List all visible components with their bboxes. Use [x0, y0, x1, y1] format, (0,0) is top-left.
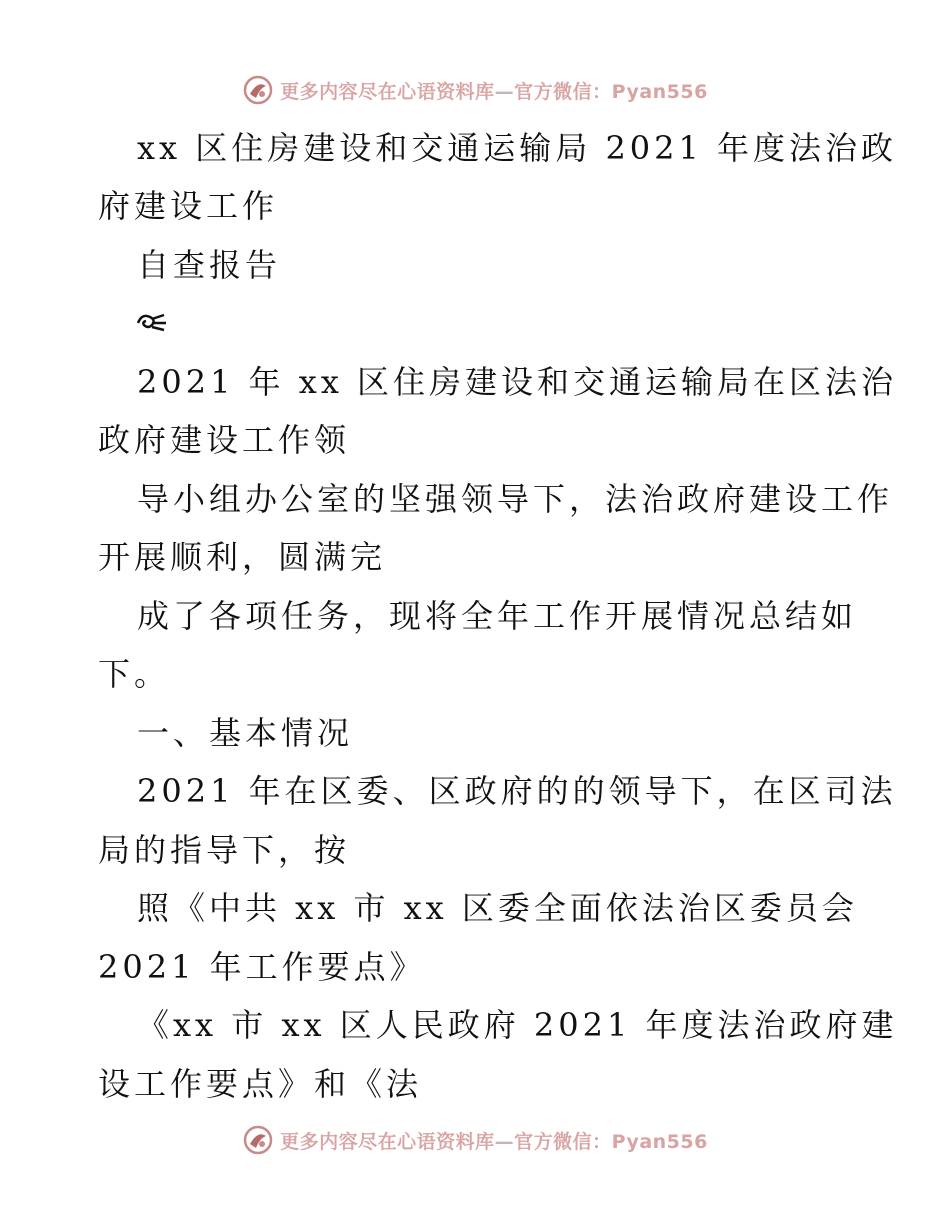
- watermark-text: 更多内容尽在心语资料库—官方微信：Pyan556: [280, 1130, 708, 1153]
- paragraph-line: 设工作要点》和《法: [98, 1065, 423, 1103]
- doc-title-line-2: 府建设工作: [98, 187, 279, 225]
- brand-logo-icon: [242, 1124, 274, 1156]
- paragraph-line: 2021 年 xx 区住房建设和交通运输局在区法治: [137, 363, 898, 401]
- paragraph-line: 政府建设工作领: [98, 421, 351, 459]
- watermark-banner-top: [0, 70, 950, 110]
- ornament-icon: [132, 305, 172, 335]
- paragraph-line: 2021 年工作要点》: [98, 948, 426, 986]
- paragraph-line: 局的指导下，按: [98, 831, 351, 869]
- brand-logo-icon: [242, 74, 274, 106]
- paragraph-line: 导小组办公室的坚强领导下，法治政府建设工作: [137, 480, 894, 518]
- watermark-text: 更多内容尽在心语资料库—官方微信：Pyan556: [280, 80, 708, 103]
- paragraph-line: 照《中共 xx 市 xx 区委全面依法治区委员会: [137, 889, 858, 927]
- doc-subtitle: 自查报告: [137, 246, 282, 284]
- paragraph-line: 成了各项任务，现将全年工作开展情况总结如: [137, 597, 858, 635]
- paragraph-line: 《xx 市 xx 区人民政府 2021 年度法治政府建: [137, 1006, 898, 1044]
- watermark-banner-bottom: [0, 1120, 950, 1160]
- paragraph-line: 下。: [98, 655, 171, 693]
- doc-title-line-1: xx 区住房建设和交通运输局 2021 年度法治政: [137, 129, 898, 167]
- section-heading: 一、基本情况: [137, 714, 354, 752]
- paragraph-line: 2021 年在区委、区政府的的领导下，在区司法: [137, 772, 897, 810]
- paragraph-line: 开展顺利，圆满完: [98, 538, 387, 576]
